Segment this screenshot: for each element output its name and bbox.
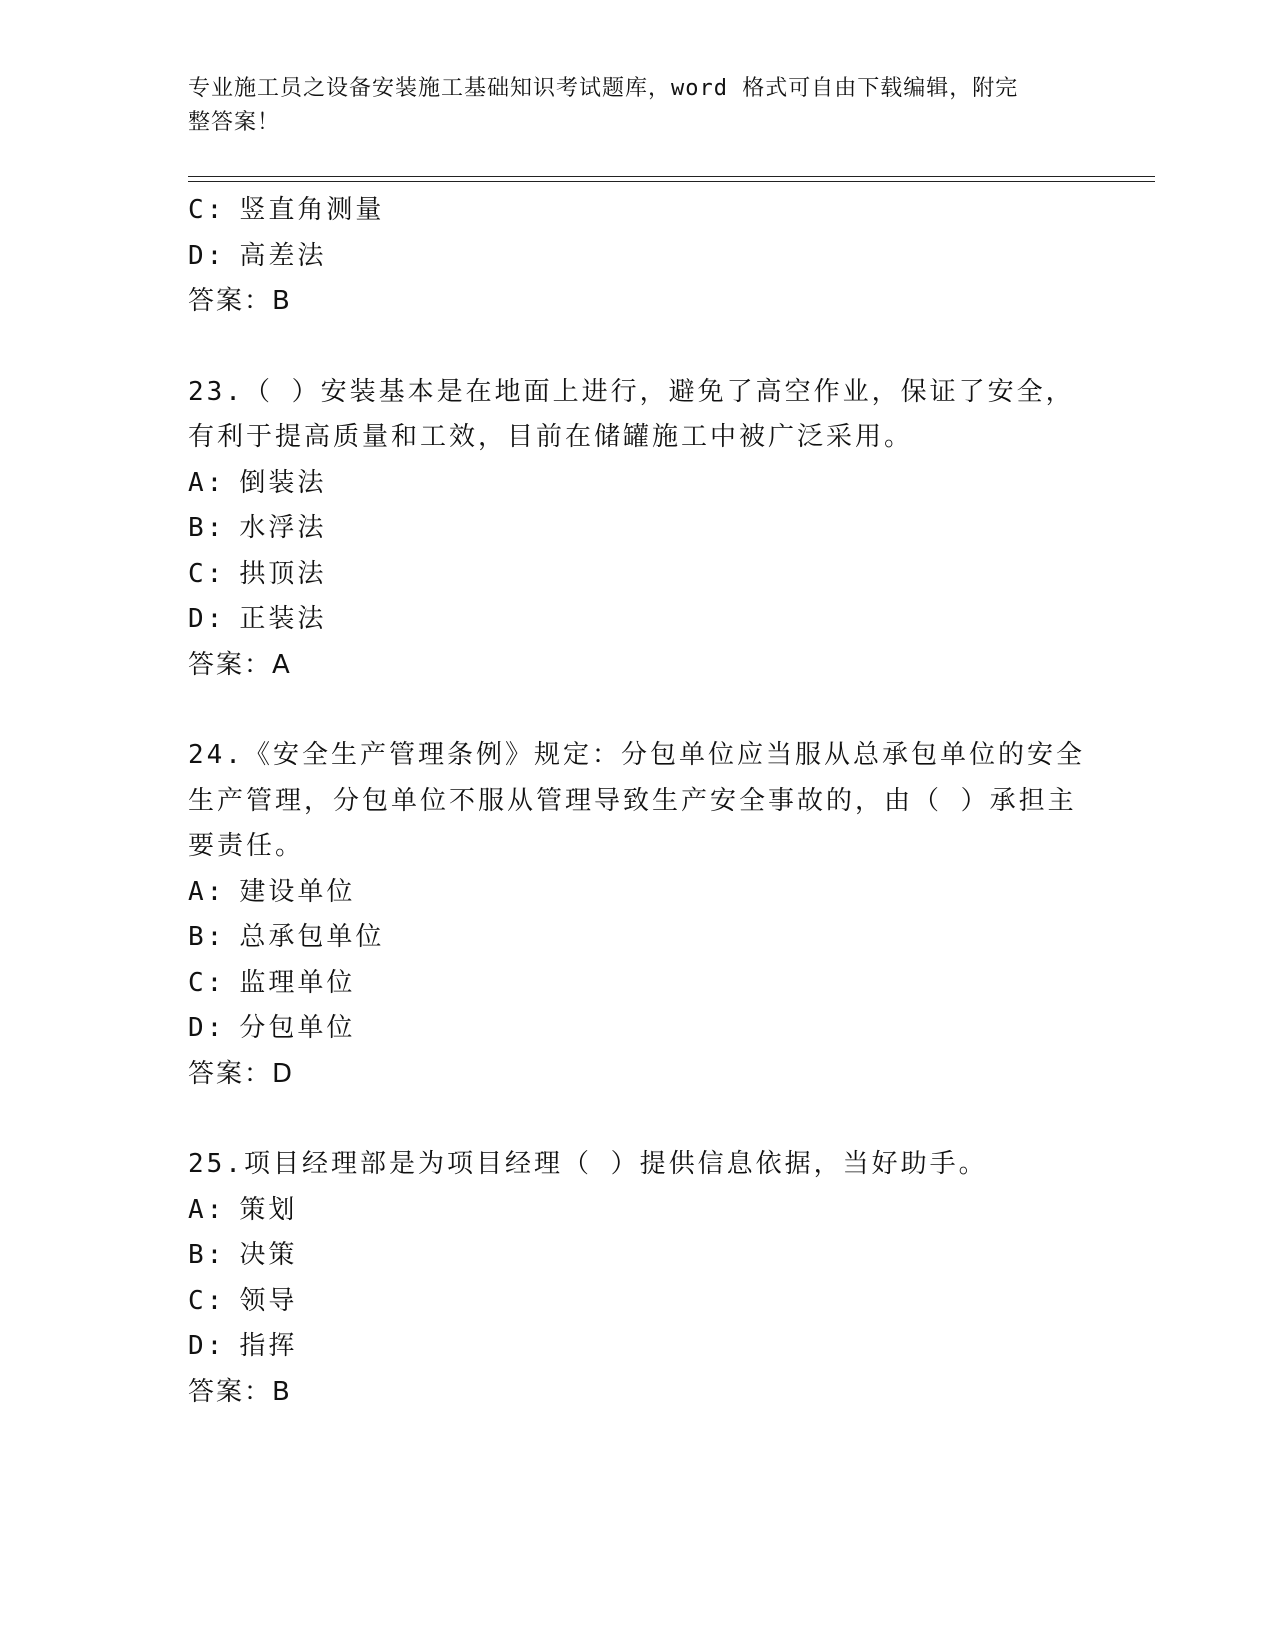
- answer-line: 答案：D: [188, 1058, 295, 1089]
- option-text: 拱顶法: [239, 558, 327, 589]
- option-separator: :: [206, 967, 226, 998]
- option-key: B: [188, 922, 207, 952]
- option-key: D: [188, 1331, 207, 1361]
- header-line-2: 整答案！: [188, 110, 281, 135]
- option-separator: :: [206, 1240, 226, 1270]
- option-key: C: [188, 195, 207, 225]
- option-separator: :: [206, 558, 226, 589]
- answer-line: 答案：B: [188, 286, 292, 316]
- question-content: [188, 188, 1088, 1415]
- option-key: B: [188, 513, 207, 543]
- option-a: [188, 1188, 1088, 1234]
- question-23: [188, 370, 1088, 689]
- option-separator: :: [206, 195, 226, 225]
- option-key: A: [188, 876, 207, 907]
- question-text-line: 要责任。: [188, 831, 305, 861]
- answer-line: 答案：B: [188, 1376, 292, 1407]
- option-c: [188, 1279, 1088, 1325]
- option-text: 指挥: [239, 1331, 298, 1361]
- option-text: 监理单位: [239, 967, 356, 998]
- question-text-line: 生产管理，分包单位不服从管理导致生产安全事故的，由（ ）承担主: [188, 785, 1077, 816]
- option-separator: :: [206, 1013, 226, 1043]
- option-text: 领导: [239, 1285, 298, 1316]
- option-text: 分包单位: [239, 1013, 356, 1043]
- question-text-line: 有利于提高质量和工效，目前在储罐施工中被广泛采用。: [188, 422, 914, 452]
- option-separator: :: [206, 876, 226, 907]
- option-d: [188, 234, 1088, 280]
- option-separator: :: [206, 922, 226, 952]
- option-text: 总承包单位: [239, 922, 385, 952]
- option-d: [188, 597, 1088, 643]
- option-text: 倒装法: [239, 467, 327, 498]
- option-b: [188, 506, 1088, 552]
- option-d: [188, 1006, 1088, 1052]
- option-text: 建设单位: [239, 876, 356, 907]
- option-text: 决策: [239, 1240, 298, 1270]
- option-key: C: [188, 1285, 207, 1316]
- option-separator: :: [206, 1285, 226, 1316]
- option-b: [188, 1233, 1088, 1279]
- option-separator: :: [206, 513, 226, 543]
- option-key: C: [188, 558, 207, 589]
- question-25: [188, 1142, 1088, 1415]
- option-key: A: [188, 467, 207, 498]
- option-c: [188, 188, 1088, 234]
- document-header: [188, 72, 1068, 140]
- option-d: [188, 1324, 1088, 1370]
- option-text: 竖直角测量: [239, 195, 385, 225]
- header-divider-top: [188, 176, 1155, 177]
- question-text-line: 25.项目经理部是为项目经理（ ）提供信息依据，当好助手。: [188, 1149, 988, 1179]
- option-key: A: [188, 1194, 207, 1225]
- option-key: D: [188, 240, 207, 271]
- option-c: [188, 552, 1088, 598]
- option-key: B: [188, 1240, 207, 1270]
- option-a: [188, 870, 1088, 916]
- option-key: D: [188, 604, 207, 634]
- question-text-line: 23.（ ）安装基本是在地面上进行，避免了高空作业，保证了安全，: [188, 376, 1075, 407]
- option-key: C: [188, 967, 207, 998]
- option-text: 正装法: [239, 604, 327, 634]
- question-text-line: 24.《安全生产管理条例》规定：分包单位应当服从总承包单位的安全: [188, 740, 1085, 770]
- option-separator: :: [206, 1331, 226, 1361]
- option-separator: :: [206, 240, 226, 271]
- question-22-tail: [188, 188, 1088, 325]
- option-separator: :: [206, 604, 226, 634]
- option-text: 高差法: [239, 240, 327, 271]
- option-separator: :: [206, 1194, 226, 1225]
- option-text: 水浮法: [239, 513, 327, 543]
- option-a: [188, 461, 1088, 507]
- option-separator: :: [206, 467, 226, 498]
- option-text: 策划: [239, 1194, 298, 1225]
- answer-line: 答案：A: [188, 649, 292, 680]
- option-key: D: [188, 1013, 207, 1043]
- option-b: [188, 915, 1088, 961]
- option-c: [188, 961, 1088, 1007]
- header-divider-bottom: [188, 181, 1155, 182]
- question-24: [188, 733, 1088, 1097]
- header-line-1: 专业施工员之设备安装施工基础知识考试题库，word 格式可自由下载编辑，附完: [188, 76, 1019, 101]
